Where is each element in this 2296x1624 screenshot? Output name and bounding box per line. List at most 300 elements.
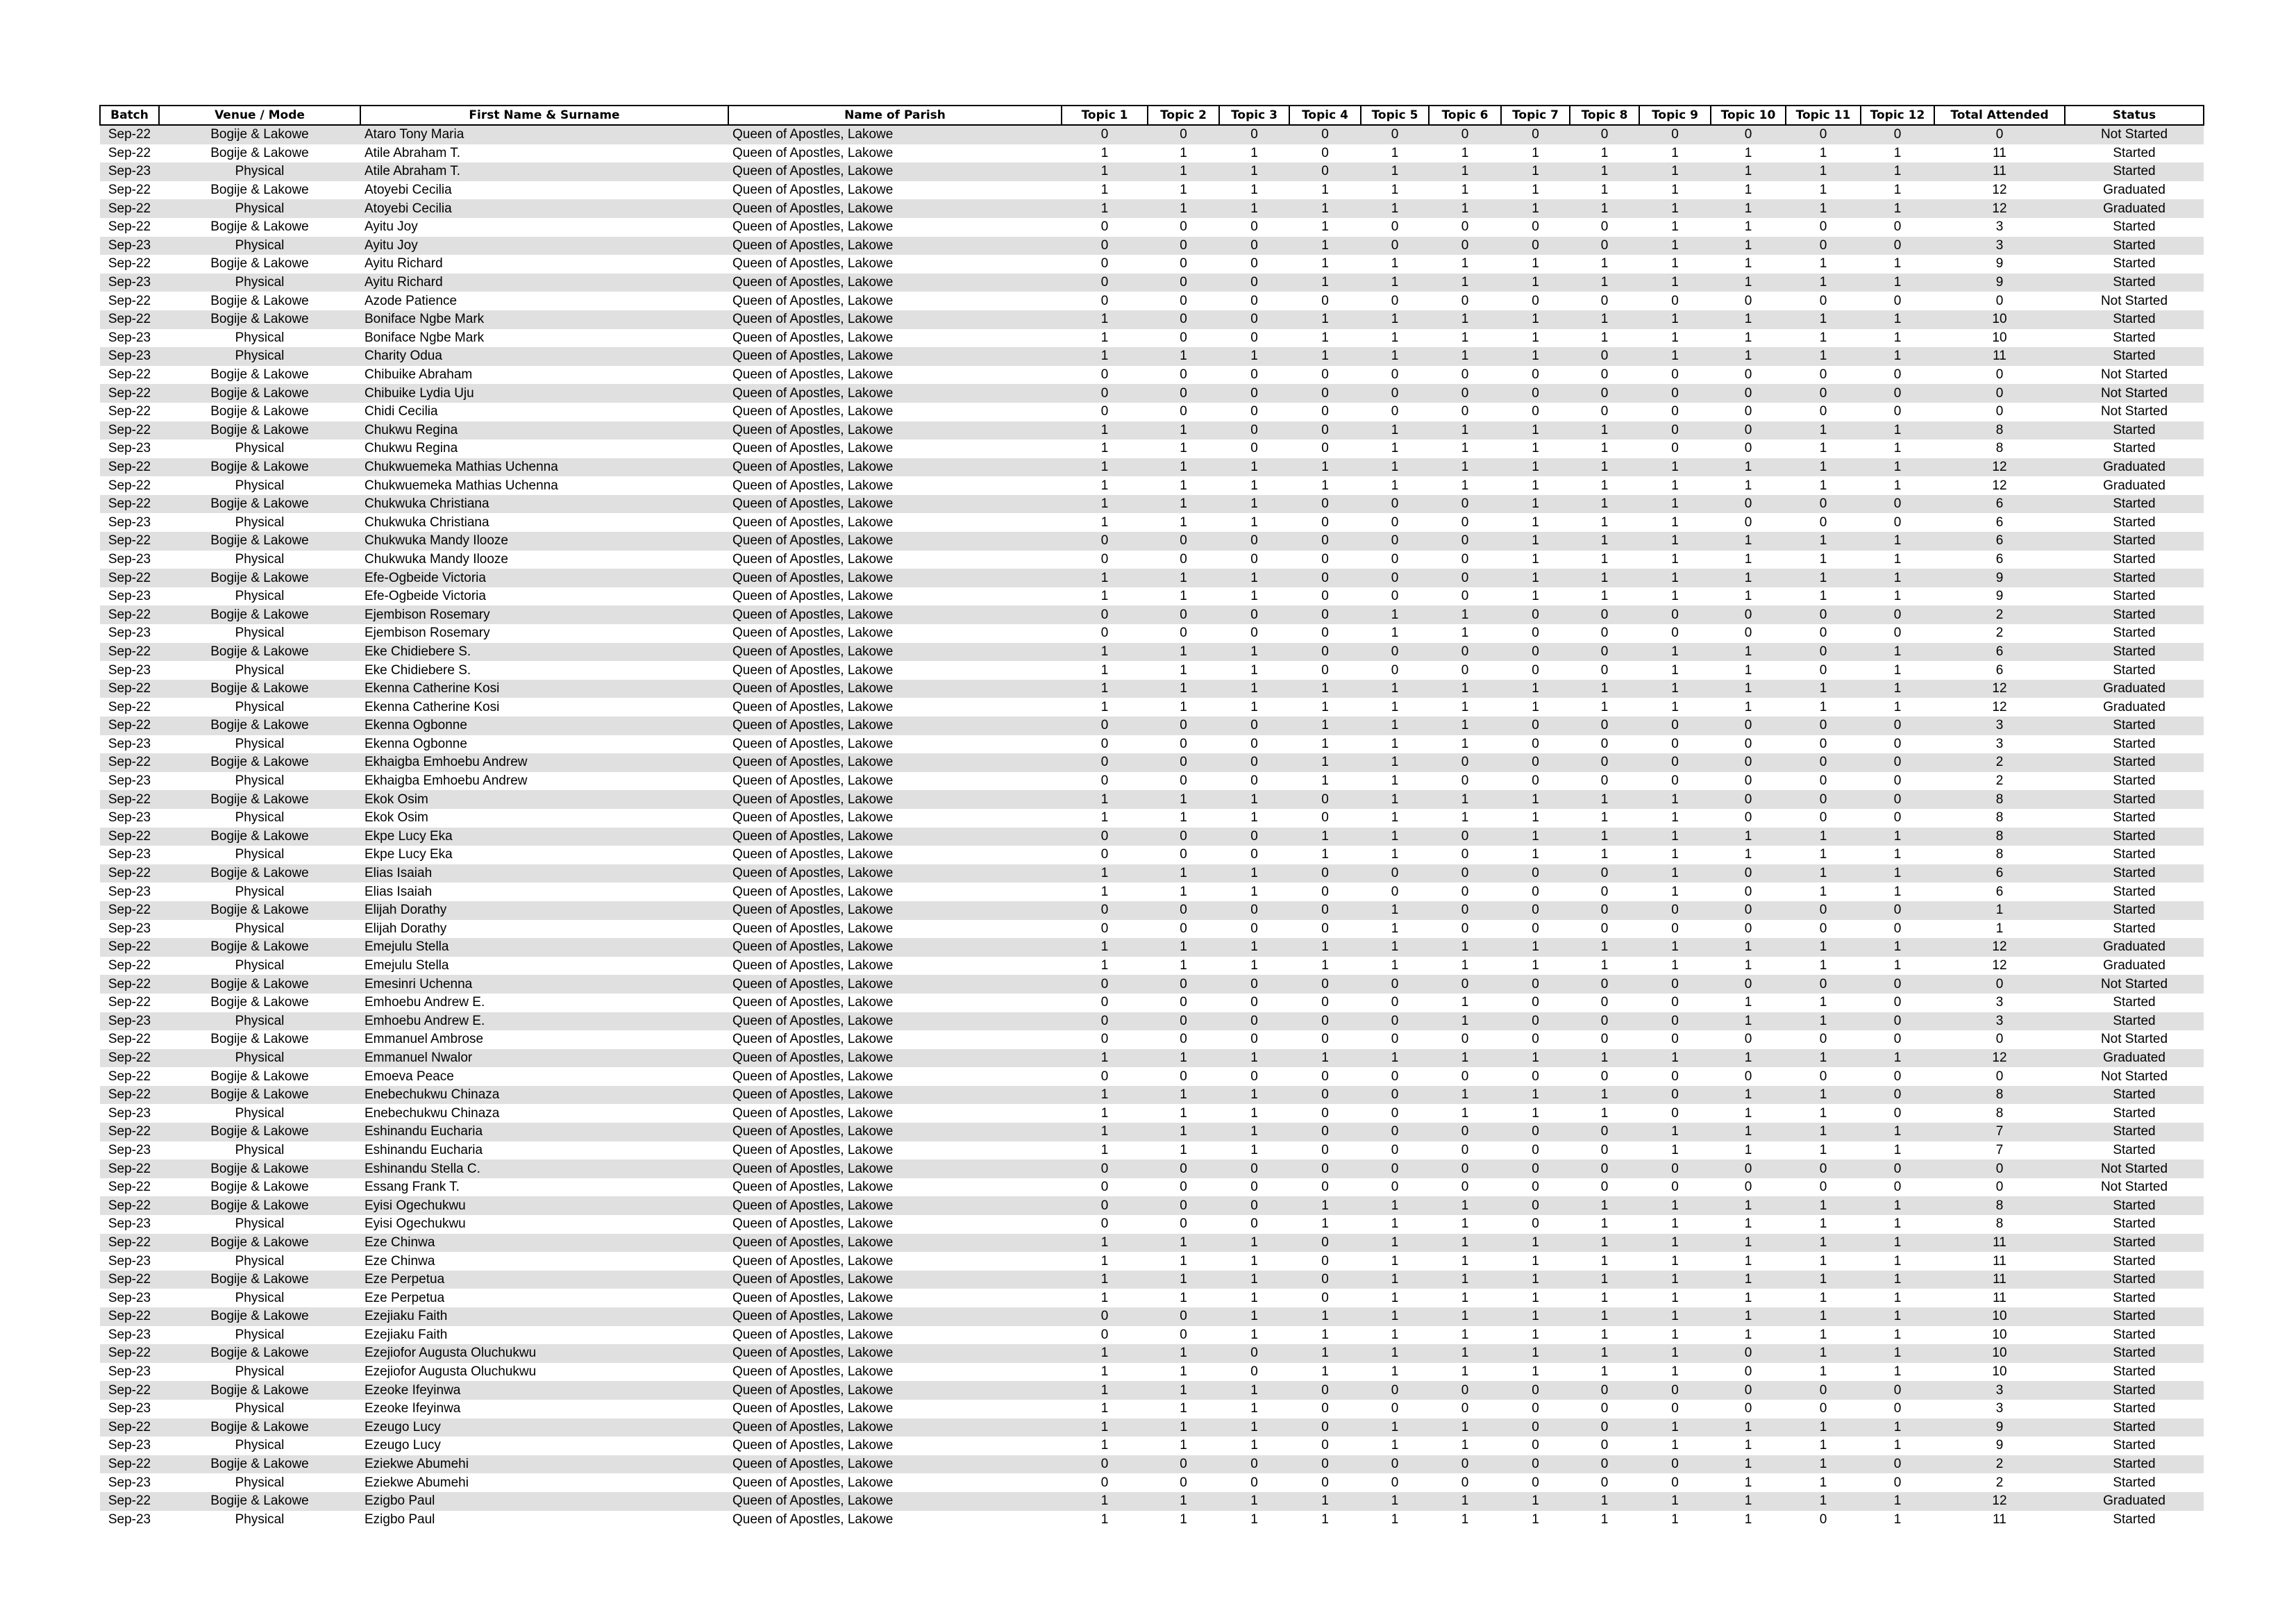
table-cell: 1 [1786,347,1861,366]
table-cell: 1 [1744,699,1752,714]
table-row [100,957,2204,976]
table-cell: 1 [1671,219,1679,235]
table-cell: 1 [1570,532,1639,551]
table-cell: 8 [1995,441,2004,456]
table-cell: 1 [1429,1049,1501,1068]
table-cell: 1 [1819,1327,1827,1342]
table-cell: Queen of Apostles, Lakowe [732,145,894,160]
table-cell: Bogije & Lakowe [159,125,360,144]
table-cell: Sep-23 [100,347,159,366]
table-cell: 1 [1893,1364,1902,1380]
table-cell: 0 [1639,1012,1711,1031]
table-cell: 0 [1180,1032,1187,1047]
table-cell: 1 [1639,569,1711,587]
table-cell: Bogije & Lakowe [210,293,309,308]
table-cell: Bogije & Lakowe [159,569,360,587]
table-cell: 1 [1570,1271,1639,1289]
table-cell: Queen of Apostles, Lakowe [728,569,1062,587]
table-cell: 0 [1639,1381,1711,1400]
table-cell: 1 [1180,1364,1187,1380]
table-cell: 1 [1819,1475,1827,1490]
table-cell: Ezejiofor Augusta Oluchukwu [360,1344,728,1363]
table-cell: Elias Isaiah [360,864,728,883]
table-cell: Physical [235,478,285,493]
table-cell: 0 [1786,717,1861,735]
table-cell: Not Started [2100,293,2168,308]
table-cell: 1 [1361,1307,1429,1326]
table-cell: 0 [1532,1180,1539,1195]
table-cell: 1 [1819,847,1827,862]
table-cell: 0 [1100,293,1109,308]
table-cell: 1 [1711,1012,1786,1031]
table-cell: 0 [1289,384,1361,403]
table-cell: 1 [1861,643,1934,662]
table-cell: 0 [1671,1401,1679,1416]
table-cell: 0 [1321,662,1329,678]
table-cell: 1 [1391,1327,1399,1342]
table-cell: Queen of Apostles, Lakowe [732,662,894,678]
table-cell: Sep-22 [108,1032,151,1047]
table-cell: 1 [1570,421,1639,440]
table-cell: 0 [1100,256,1109,271]
table-cell: Atoyebi Cecilia [360,199,728,218]
table-cell: 1 [1893,1216,1902,1232]
table-cell: 0 [1250,330,1258,345]
table-cell: 1 [1429,458,1501,477]
table-row [100,1363,2204,1382]
table-cell: 1 [1361,680,1429,698]
table-cell: Queen of Apostles, Lakowe [728,1492,1062,1511]
table-cell: Physical [159,162,360,181]
table-row [100,1141,2204,1160]
table-cell: 1 [1671,662,1679,678]
table-cell: 0 [1391,995,1399,1010]
column-header: Batch [100,106,159,125]
table-cell: Queen of Apostles, Lakowe [732,847,894,862]
table-cell: 0 [1289,532,1361,551]
table-cell: Started [2065,421,2204,440]
table-cell: 0 [1321,1438,1329,1453]
table-cell: 1 [1639,1418,1711,1437]
table-cell: 1 [1219,1086,1289,1105]
table-cell: 1 [1711,162,1786,181]
table-cell: 1 [1819,330,1827,345]
table-cell: 1 [1321,478,1329,493]
table-cell: 1 [1501,347,1570,366]
table-cell: 0 [1532,1216,1539,1232]
table-cell: Ayitu Joy [364,219,418,235]
table-cell: Bogije & Lakowe [159,938,360,957]
table-cell: Sep-23 [108,514,151,530]
table-cell: Physical [159,274,360,292]
table-cell: Queen of Apostles, Lakowe [728,458,1062,477]
table-cell: 0 [1893,921,1902,936]
table-cell: 1 [1861,532,1934,551]
table-cell: 1 [1532,330,1539,345]
table-cell: Queen of Apostles, Lakowe [732,1032,894,1047]
table-row [100,458,2204,477]
table-cell: 1 [1501,1492,1570,1511]
column-header: Topic 3 [1219,106,1289,125]
table-cell: 1 [1461,1105,1469,1121]
table-cell: Sep-22 [100,1418,159,1437]
table-cell: 3 [1934,237,2065,256]
table-cell: Sep-22 [100,1160,159,1178]
table-row [100,1067,2204,1086]
table-cell: 0 [1600,367,1609,383]
table-cell: 0 [1786,1160,1861,1178]
table-cell: 0 [1180,736,1187,751]
table-cell: 1 [1501,1234,1570,1253]
table-cell: 8 [1995,1216,2004,1232]
table-cell: 0 [1671,736,1679,751]
table-cell: 1 [1893,441,1902,456]
table-cell: 0 [1148,1307,1219,1326]
table-row [100,864,2204,883]
table-cell: Graduated [2103,699,2165,714]
table-cell: 1 [1671,589,1679,604]
table-cell: 0 [1219,1344,1289,1363]
table-cell: 1 [1219,938,1289,957]
table-cell: 0 [1711,1344,1786,1363]
table-cell: 1 [1570,274,1639,292]
table-cell: 1 [1861,1049,1934,1068]
table-cell: Sep-23 [100,274,159,292]
table-cell: Sep-23 [108,810,151,826]
table-cell: 1 [1148,421,1219,440]
table-cell: Bogije & Lakowe [210,995,309,1010]
table-cell: 2 [1934,605,2065,624]
table-cell: 1 [1861,938,1934,957]
table-cell: 0 [1861,1381,1934,1400]
table-cell: 1 [1100,1142,1109,1157]
table-cell: 1 [1532,145,1539,160]
table-cell: 0 [1639,384,1711,403]
table-cell: 1 [1100,330,1109,345]
table-cell: 0 [1321,1069,1329,1084]
table-cell: 0 [1250,1216,1258,1232]
table-cell: 1 [1600,478,1609,493]
table-cell: Bogije & Lakowe [159,458,360,477]
table-cell: 1 [1819,1290,1827,1305]
table-cell: 1 [1893,1327,1902,1342]
table-cell: 0 [1250,773,1258,789]
table-cell: 0 [1062,274,1148,292]
table-cell: Started [2065,1455,2204,1474]
table-cell: 0 [1744,810,1752,826]
table-cell: 0 [1501,975,1570,994]
table-cell: 0 [1219,532,1289,551]
table-cell: 7 [1995,1142,2004,1157]
table-cell: 0 [1429,1455,1501,1474]
table-cell: Emhoebu Andrew E. [364,995,485,1010]
table-cell: 0 [1600,1069,1609,1084]
table-cell: Eshinandu Stella C. [360,1160,728,1178]
table-cell: 1 [1391,183,1399,198]
table-cell: 1 [1671,699,1679,714]
table-cell: 1 [1062,864,1148,883]
table-cell: 0 [1361,864,1429,883]
table-cell: Started [2113,1401,2156,1416]
table-cell: 0 [1744,626,1752,641]
table-cell: 1 [1180,1438,1187,1453]
table-cell: 1 [1180,1401,1187,1416]
table-cell: 1 [1639,1307,1711,1326]
table-cell: Ejembison Rosemary [364,626,490,641]
table-cell: Started [2065,643,2204,662]
table-cell: 0 [1062,532,1148,551]
table-cell: 1 [1532,699,1539,714]
table-cell: 1 [1361,199,1429,218]
table-cell: 11 [1993,1253,2006,1269]
table-cell: 1 [1361,1344,1429,1363]
table-cell: 1 [1501,310,1570,329]
table-cell: Sep-22 [100,1086,159,1105]
table-cell: 1 [1600,1327,1609,1342]
table-cell: Started [2113,219,2156,235]
table-cell: Started [2113,1327,2156,1342]
table-cell: 1 [1893,478,1902,493]
table-cell: Queen of Apostles, Lakowe [732,1438,894,1453]
table-cell: 1 [1250,145,1258,160]
table-row [100,292,2204,310]
table-cell: 0 [1219,1196,1289,1215]
table-cell: 0 [1600,1180,1609,1195]
table-cell: Started [2113,995,2156,1010]
table-cell: 0 [1461,367,1469,383]
table-cell: 0 [1391,219,1399,235]
table-cell: 0 [1461,514,1469,530]
table-cell: 1 [1744,1253,1752,1269]
table-cell: 0 [1321,1253,1329,1269]
table-cell: 3 [1995,995,2004,1010]
table-cell: Started [2065,274,2204,292]
table-cell: 0 [1250,626,1258,641]
table-cell: 1 [1671,1290,1679,1305]
table-cell: Sep-23 [108,662,151,678]
table-cell: Physical [235,1327,285,1342]
table-cell: 1 [1639,237,1711,256]
table-cell: 0 [1861,1086,1934,1105]
table-cell: Sep-23 [108,589,151,604]
table-body [100,125,2204,1529]
table-row [100,1160,2204,1178]
table-cell: 0 [1600,662,1609,678]
table-cell: Physical [235,514,285,530]
table-cell: Physical [235,958,285,973]
table-cell: Bogije & Lakowe [159,680,360,698]
table-cell: 0 [1744,1069,1752,1084]
table-cell: 1 [1321,736,1329,751]
table-cell: 0 [1321,589,1329,604]
table-row [100,1455,2204,1474]
table-cell: 1 [1148,1123,1219,1141]
table-cell: Chukwuka Mandy Ilooze [360,532,728,551]
table-cell: 1 [1819,995,1827,1010]
table-cell: 1 [1639,199,1711,218]
table-cell: 0 [1711,125,1786,144]
table-cell: 1 [1250,699,1258,714]
table-cell: 1 [1321,1364,1329,1380]
table-row [100,994,2204,1012]
table-cell: 0 [1711,1160,1786,1178]
table-cell: Sep-22 [100,458,159,477]
table-cell: 0 [1148,1160,1219,1178]
table-cell: 1 [1391,1290,1399,1305]
table-cell: 0 [1461,551,1469,567]
table-cell: Chidi Cecilia [364,404,438,419]
table-cell: 0 [1250,404,1258,419]
table-cell: 0 [1671,1180,1679,1195]
table-cell: 1 [1219,1234,1289,1253]
table-cell: 11 [1993,1290,2006,1305]
table-cell: Physical [235,884,285,899]
table-cell: Started [2113,773,2156,789]
table-row [100,513,2204,532]
table-cell: 0 [1289,643,1361,662]
table-cell: 1 [1532,514,1539,530]
table-cell: 1 [1180,1105,1187,1121]
table-cell: 1 [1180,662,1187,678]
table-cell: 0 [1461,921,1469,936]
table-cell: 1 [1744,1438,1752,1453]
table-cell: 1 [1461,1512,1469,1527]
table-cell: 1 [1361,753,1429,772]
table-cell: 0 [1429,643,1501,662]
table-cell: 0 [1250,995,1258,1010]
table-cell: 6 [1934,532,2065,551]
table-cell: 0 [1819,810,1827,826]
table-cell: 1 [1219,347,1289,366]
table-cell: 10 [1992,330,2007,345]
table-cell: 1 [1219,680,1289,698]
table-cell: 1 [1219,495,1289,514]
table-cell: 0 [1600,219,1609,235]
table-cell: Physical [235,1290,285,1305]
table-cell: Sep-22 [100,753,159,772]
table-cell: 1 [1429,421,1501,440]
table-cell: 1 [1289,717,1361,735]
table-cell: Queen of Apostles, Lakowe [732,1142,894,1157]
table-row [100,901,2204,920]
table-cell: 1 [1786,1492,1861,1511]
table-row [100,882,2204,901]
table-cell: 1 [1861,1344,1934,1363]
table-cell: 1 [1861,1196,1934,1215]
table-cell: 1 [1711,1455,1786,1474]
table-cell: Queen of Apostles, Lakowe [728,1381,1062,1400]
table-cell: 1 [1100,1438,1109,1453]
table-cell: Started [2065,237,2204,256]
table-cell: 1 [1570,1049,1639,1068]
table-cell: 1 [1062,790,1148,809]
table-cell: 1 [1250,1512,1258,1527]
table-cell: 0 [1819,219,1827,235]
table-cell: 0 [1429,1381,1501,1400]
table-cell: Emoeva Peace [364,1069,454,1084]
table-cell: 0 [1861,605,1934,624]
table-cell: 0 [1600,1142,1609,1157]
table-cell: Physical [235,1475,285,1490]
table-cell: 0 [1671,367,1679,383]
table-cell: 1 [1062,1123,1148,1141]
table-cell: 11 [1934,162,2065,181]
table-cell: 0 [1786,125,1861,144]
table-cell: Atile Abraham T. [364,145,461,160]
table-cell: Sep-22 [108,1069,151,1084]
table-cell: 0 [1461,1032,1469,1047]
table-cell: 1 [1861,458,1934,477]
table-cell: 1 [1062,1344,1148,1363]
table-cell: 8 [1995,847,2004,862]
table-cell: 1 [1100,1512,1109,1527]
table-cell: 1 [1570,1234,1639,1253]
table-cell: Queen of Apostles, Lakowe [728,1049,1062,1068]
table-cell: 9 [1995,589,2004,604]
table-cell: 11 [1993,145,2006,160]
table-cell: Sep-23 [108,1142,151,1157]
table-cell: 1 [1570,938,1639,957]
table-cell: 0 [1391,1105,1399,1121]
table-cell: 1 [1786,458,1861,477]
table-cell: 0 [1711,753,1786,772]
table-cell: 1 [1429,274,1501,292]
table-cell: Physical [235,847,285,862]
table-cell: Queen of Apostles, Lakowe [728,1160,1062,1178]
table-cell: 1 [1744,1142,1752,1157]
table-cell: Started [2113,921,2156,936]
table-cell: 1 [1744,1512,1752,1527]
table-cell: 0 [1744,921,1752,936]
table-cell: 1 [1671,1142,1679,1157]
table-cell: 1 [1148,458,1219,477]
table-cell: 0 [1148,125,1219,144]
table-cell: 0 [1995,1032,2004,1047]
table-cell: 2 [1995,1475,2004,1490]
table-cell: Queen of Apostles, Lakowe [732,1253,894,1269]
table-cell: 0 [1711,421,1786,440]
table-cell: 0 [1180,1327,1187,1342]
table-cell: 0 [1893,1032,1902,1047]
table-cell: 0 [1671,1069,1679,1084]
table-cell: Physical [235,1438,285,1453]
table-cell: 1 [1429,1012,1501,1031]
table-cell: Bogije & Lakowe [210,145,309,160]
table-cell: 1 [1180,514,1187,530]
table-cell: 0 [1429,125,1501,144]
table-row [100,1326,2204,1345]
table-cell: 0 [1786,605,1861,624]
table-cell: 0 [1180,921,1187,936]
table-cell: 0 [1361,1381,1429,1400]
table-cell: Sep-23 [108,884,151,899]
table-cell: 0 [1289,605,1361,624]
table-cell: Sep-22 [108,219,151,235]
table-cell: 0 [1532,736,1539,751]
table-cell: 0 [1711,790,1786,809]
table-cell: 0 [1289,901,1361,920]
table-cell: 1 [1893,256,1902,271]
table-cell: 0 [1671,293,1679,308]
table-cell: Queen of Apostles, Lakowe [728,864,1062,883]
table-cell: 0 [1180,219,1187,235]
table-cell: 1 [1289,1492,1361,1511]
table-cell: Queen of Apostles, Lakowe [728,1086,1062,1105]
column-header: Topic 11 [1786,106,1861,125]
table-cell: 1 [1786,162,1861,181]
table-cell: 1 [1148,1492,1219,1511]
table-cell: 1 [1361,605,1429,624]
